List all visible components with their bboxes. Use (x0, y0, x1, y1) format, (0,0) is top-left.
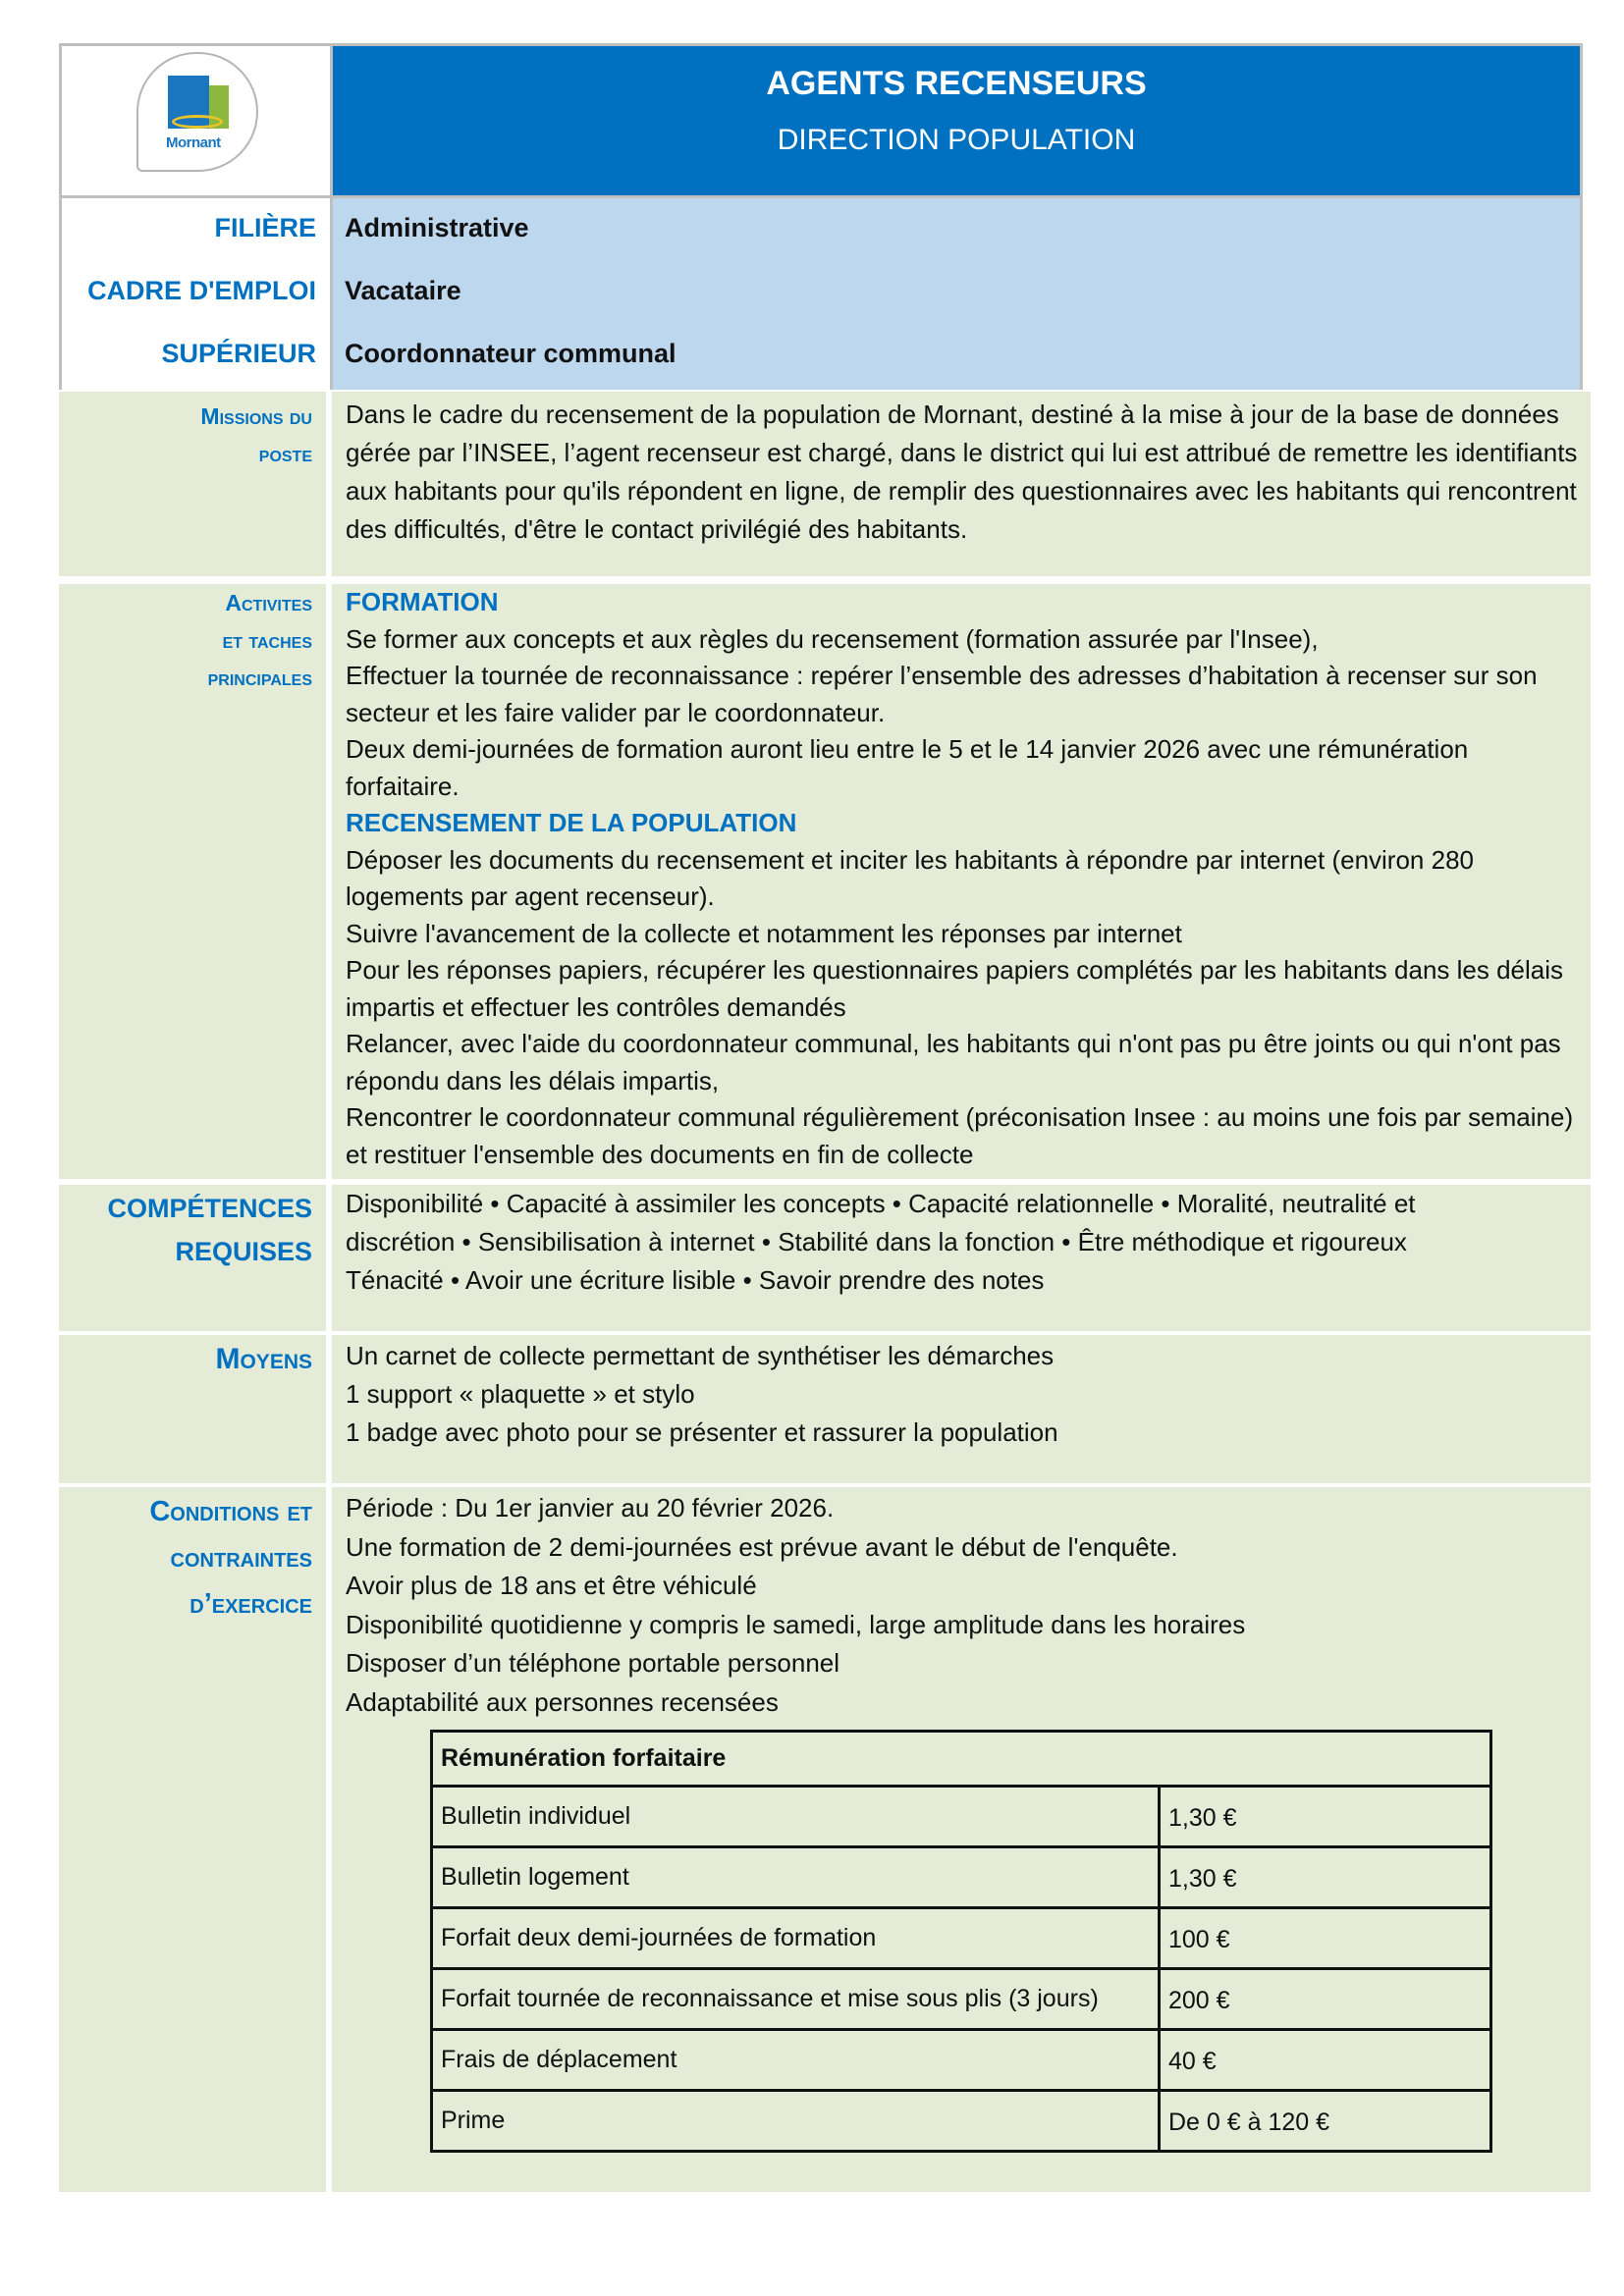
page-title: AGENTS RECENSEURS (766, 65, 1147, 102)
logo-yellow-arc (172, 115, 223, 129)
remuneration-item: Forfait deux demi-journées de formation (432, 1908, 1160, 1969)
table-row (432, 1787, 1491, 1847)
remuneration-item: Forfait tournée de reconnaissance et mise sous plis (3 jours) (432, 1969, 1160, 2030)
competences-label: COMPÉTENCES REQUISES (59, 1185, 326, 1331)
logo-text: Mornant (166, 134, 221, 151)
formation-heading: FORMATION (346, 587, 499, 616)
table-row (432, 2091, 1491, 2152)
info-values (333, 198, 1580, 390)
moyens-label: Moyens (59, 1335, 326, 1483)
activites-content (332, 584, 1591, 1179)
remuneration-item: Frais de déplacement (432, 2030, 1160, 2091)
missions-label: Missions du poste (59, 392, 326, 576)
moyens-item: 1 badge avec photo pour se présenter et rassurer la population (346, 1417, 1058, 1447)
competences-line: Ténacité • Avoir une écriture lisible • Savoir prendre des notes (346, 1265, 1045, 1295)
moyens-item: Un carnet de collecte permettant de synthétiser les démarches (346, 1341, 1055, 1370)
conditions-item: Disposer d’un téléphone portable personnel (346, 1648, 840, 1678)
remuneration-amount: 100 € (1160, 1908, 1491, 1969)
section-conditions (59, 1487, 1591, 2192)
info-labels (62, 198, 333, 390)
missions-text: Dans le cadre du recensement de la population de Mornant, destiné à la mise à jour de la base de données gérée par l’INSEE, l’agent recenseur est chargé, dans le district qui lui est attribué de remettre les identifiants aux habitants pour qu'ils répondent en ligne, de remplir des questionnaires avec les habitants qui rencontrent des difficultés, d'être le contact privilégié des habitants. (332, 392, 1591, 576)
remuneration-table (430, 1730, 1492, 2153)
table-row (432, 1847, 1491, 1908)
section-missions (59, 392, 1591, 576)
conditions-content (332, 1487, 1591, 2192)
remuneration-amount: 40 € (1160, 2030, 1491, 2091)
superieur-label: SUPÉRIEUR (161, 339, 316, 368)
remuneration-amount: 1,30 € (1160, 1787, 1491, 1847)
section-competences (59, 1185, 1591, 1331)
table-row (432, 1908, 1491, 1969)
job-info-block (59, 198, 1583, 390)
logo-cell (62, 46, 333, 195)
title-cell (333, 46, 1580, 195)
table-row (432, 2030, 1491, 2091)
filiere-value: Administrative (345, 213, 529, 242)
competences-content (332, 1185, 1591, 1331)
section-activites (59, 584, 1591, 1179)
recensement-heading: RECENSEMENT DE LA POPULATION (346, 808, 797, 837)
mornant-logo-icon (136, 52, 258, 172)
formation-item: Effectuer la tournée de reconnaissance : repérer l’ensemble des adresses d’habitation à recenser sur son secteur et les faire valider par le coordonnateur. (346, 661, 1538, 727)
remuneration-item: Bulletin individuel (432, 1787, 1160, 1847)
remuneration-amount: 200 € (1160, 1969, 1491, 2030)
moyens-item: 1 support « plaquette » et stylo (346, 1379, 695, 1409)
superieur-value: Coordonnateur communal (345, 339, 677, 368)
recensement-item: Pour les réponses papiers, récupérer les questionnaires papiers complétés par les habitants dans les délais impartis et effectuer les contrôles demandés (346, 955, 1564, 1022)
section-moyens (59, 1335, 1591, 1483)
moyens-content (332, 1335, 1591, 1483)
remuneration-table-header (432, 1732, 1491, 1787)
conditions-item: Adaptabilité aux personnes recensées (346, 1686, 779, 1717)
remuneration-item: Prime (432, 2091, 1160, 2152)
conditions-item: Avoir plus de 18 ans et être véhiculé (346, 1571, 757, 1600)
conditions-item: Une formation de 2 demi-journées est prévue avant le début de l'enquête. (346, 1531, 1178, 1562)
formation-item: Se former aux concepts et aux règles du recensement (formation assurée par l'Insee), (346, 623, 1319, 654)
table-row (432, 1969, 1491, 2030)
job-description-page (59, 43, 1591, 2192)
remuneration-item: Bulletin logement (432, 1847, 1160, 1908)
recensement-item: Rencontrer le coordonnateur communal régulièrement (préconisation Insee : au moins une fois par semaine) et restituer l'ensemble des documents en fin de collecte (346, 1102, 1574, 1169)
filiere-label: FILIÈRE (214, 213, 316, 242)
remuneration-amount: 1,30 € (1160, 1847, 1491, 1908)
remuneration-heading: Rémunération forfaitaire (432, 1732, 1491, 1787)
document-header (59, 43, 1583, 198)
cadre-emploi-label: CADRE D'EMPLOI (87, 276, 316, 305)
cadre-emploi-value: Vacataire (345, 276, 461, 305)
activites-label: Activites et taches principales (59, 584, 326, 1179)
competences-line: Disponibilité • Capacité à assimiler les concepts • Capacité relationnelle • Moralité, neutralité et (346, 1189, 1416, 1218)
recensement-item: Suivre l'avancement de la collecte et notamment les réponses par internet (346, 918, 1182, 948)
conditions-item: Disponibilité quotidienne y compris le samedi, large amplitude dans les horaires (346, 1609, 1246, 1639)
conditions-item: Période : Du 1er janvier au 20 février 2026. (346, 1493, 835, 1522)
competences-line: discrétion • Sensibilisation à internet • Stabilité dans la fonction • Être méthodique et rigoureux (346, 1227, 1407, 1256)
conditions-label: Conditions et contraintes d’exercice (59, 1487, 326, 2192)
recensement-item: Déposer les documents du recensement et inciter les habitants à répondre par internet (environ 280 logements par agent recenseur). (346, 844, 1474, 911)
page-subtitle: DIRECTION POPULATION (777, 124, 1136, 156)
formation-item: Deux demi-journées de formation auront lieu entre le 5 et le 14 janvier 2026 avec une rémunération forfaitaire. (346, 734, 1469, 801)
remuneration-amount: De 0 € à 120 € (1160, 2091, 1491, 2152)
recensement-item: Relancer, avec l'aide du coordonnateur communal, les habitants qui n'ont pas pu être joints ou qui n'ont pas répondu dans les délais impartis, (346, 1029, 1561, 1095)
